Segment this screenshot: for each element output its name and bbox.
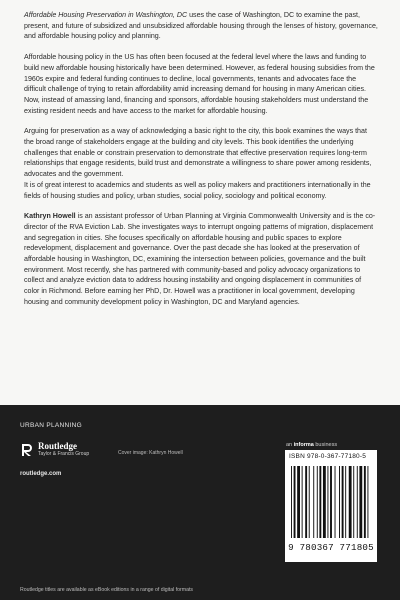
informa-prefix: an: [286, 442, 294, 448]
barcode-bar: [291, 466, 292, 538]
barcode-bar: [294, 466, 296, 538]
barcode-bar: [302, 466, 303, 538]
ebook-availability-note: Routledge titles are available as eBook editions in a range of digital formats: [20, 587, 194, 593]
back-cover-text: [24, 10, 378, 318]
routledge-r-icon: [20, 443, 34, 457]
barcode-bar: [349, 466, 352, 538]
cover-footer: [0, 405, 400, 600]
barcode-digits: 9 780367 771805: [288, 542, 374, 553]
barcode-bar: [359, 466, 362, 538]
barcode-panel: [285, 450, 377, 562]
audience-paragraph: It is of great interest to academics and students as well as policy makers and practitioners internationally in the fields of housing studies and policy, urban studies, social policy, sociology and political economy.: [24, 180, 371, 200]
publisher-wordmark: [38, 442, 89, 458]
publisher-group: Taylor & Francis Group: [38, 451, 90, 457]
barcode-bar: [305, 466, 307, 538]
cover-image-credit: Cover image: Kathryn Howell: [118, 450, 183, 456]
book-title-italic: Affordable Housing Preservation in Washington, DC: [24, 11, 188, 19]
barcode-bar: [317, 466, 318, 538]
barcode-bar: [345, 466, 346, 538]
barcode-bar: [357, 466, 358, 538]
barcode-bar: [339, 466, 340, 538]
barcode-bar: [330, 466, 332, 538]
publisher-website: routledge.com: [20, 471, 62, 477]
barcode-bar: [297, 466, 300, 538]
barcode-bar: [342, 466, 344, 538]
informa-name: informa: [293, 442, 314, 448]
publisher-logo: [20, 442, 89, 458]
barcode-bar: [323, 466, 326, 538]
barcode-bar: [327, 466, 328, 538]
subject-category: URBAN PLANNING: [20, 422, 82, 429]
barcode-bar: [313, 466, 314, 538]
barcode-bar: [335, 466, 336, 538]
policy-paragraph: Affordable housing policy in the US has often been focused at the federal level where the laws and funding to build new affordable housing historically have been determined. However, as federal housing subsidies from the 1960s expire and federal funding continues to decline, local governments, tenants and advocates face the difficult challenge of trying to retain affordability amid increasing demand for housing in many American cities. Now, instead of amassing land, financing and sponsors, affordable housing stakeholders must understand the existing resident needs and have access to the market for affordable housing.: [24, 53, 375, 115]
barcode-bar: [367, 466, 368, 538]
publisher-name: Routledge: [38, 441, 77, 451]
author-name: Kathryn Howell: [24, 212, 76, 221]
barcode-icon: [291, 466, 371, 542]
author-bio: [24, 211, 378, 307]
barcode-bar: [309, 466, 310, 538]
author-bio-text: is an assistant professor of Urban Planning at Virginia Commonwealth University and is the co-director of the RVA Eviction Lab. She investigates ways to interrupt ongoing patterns of migration, displacement and segregation in cities. She focuses specifically on affordable housing and public spaces to explore redevelopment, displacement and governance. Over the past decade she has looked at the preservation of affordable housing in Washington, DC, examining the intersection between policies, governance and the built environment. Most recently, she has partnered with community-based and policy advocacy organizations to collect and analyze eviction data to address housing instability and ongoing displacement in communities of color in Richmond. Before earning her PhD, Dr. Howell was a practitioner in local government, developing housing and community development policy in Washington, DC and Maryland agencies.: [24, 212, 376, 306]
argument-paragraph: Arguing for preservation as a way of acknowledging a basic right to the city, this book examines the ways that the broad range of stakeholders engage at the building and city levels. This book identifies the underlying challenges that enable or constrain preservation to demonstrate that effective preservation requires long-term relationships that engage residents, build trust and demonstrate a willingness to share power among residents, advocates and the government.: [24, 127, 372, 179]
intro-text: uses the case of Washington, DC to examine the past, present, and future of subsidized and unsubsidized affordable housing through the lenses of history, governance, and affordable housing policy and planning.: [24, 11, 378, 41]
intro-paragraph: [24, 10, 378, 42]
barcode-bar: [364, 466, 366, 538]
barcode-bar: [353, 466, 354, 538]
isbn-number: ISBN 978-0-367-77180-5: [289, 453, 367, 460]
barcode-bar: [319, 466, 321, 538]
informa-suffix: business: [313, 442, 338, 448]
informa-business-tag: [286, 442, 337, 448]
